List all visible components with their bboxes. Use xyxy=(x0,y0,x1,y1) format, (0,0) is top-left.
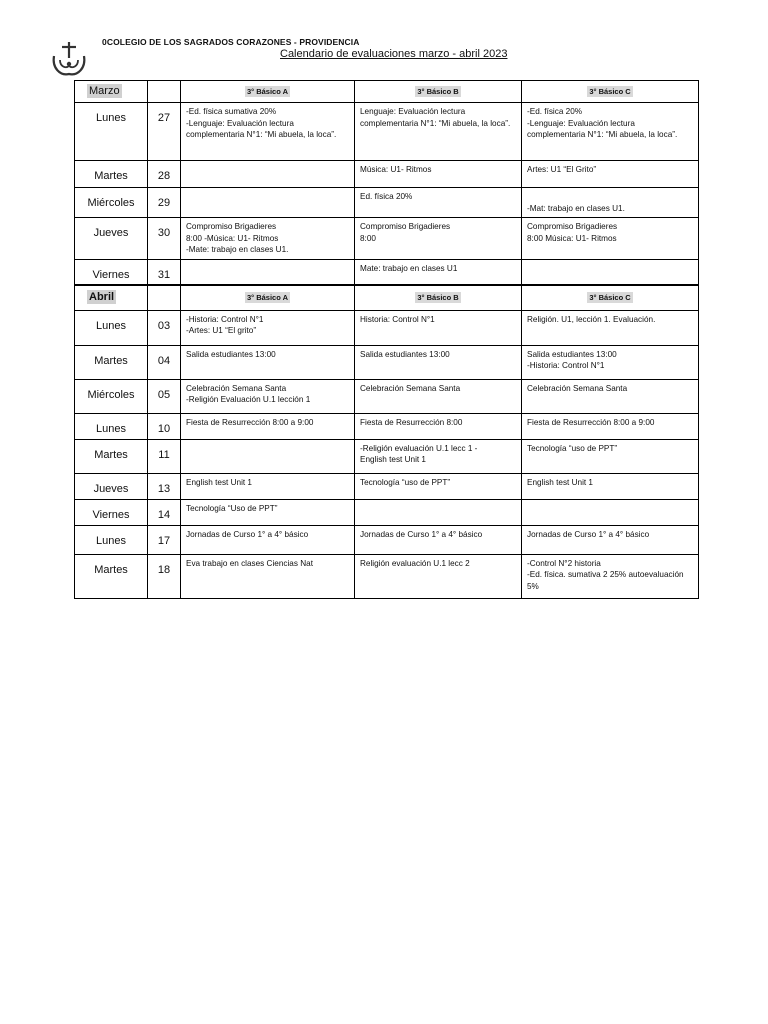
date-number-cell xyxy=(148,161,181,188)
course-c-cell xyxy=(522,525,699,554)
month-label-text: Abril xyxy=(89,291,115,303)
course-c-cell-text: Salida estudiantes 13:00 -Historia: Control N°1 xyxy=(527,349,617,370)
date-number-cell-text: 10 xyxy=(157,422,171,435)
table-row xyxy=(75,103,699,161)
table-row xyxy=(75,473,699,499)
course-b-cell xyxy=(355,413,522,439)
day-cell xyxy=(75,161,148,188)
course-c-cell xyxy=(522,259,699,285)
course-a-cell xyxy=(181,525,355,554)
date-number-cell xyxy=(148,525,181,554)
course-a-cell xyxy=(181,473,355,499)
day-cell-text: Martes xyxy=(94,170,128,182)
date-number-cell-text: 13 xyxy=(157,482,171,495)
course-b-cell xyxy=(355,525,522,554)
date-number-cell-text: 03 xyxy=(157,319,171,332)
blank-cell xyxy=(148,81,181,103)
day-cell xyxy=(75,525,148,554)
marzo-header-row xyxy=(75,81,699,103)
course-c-cell xyxy=(522,499,699,525)
course-c-cell xyxy=(522,473,699,499)
course-b-cell xyxy=(355,161,522,188)
date-number-cell xyxy=(148,413,181,439)
course-a-cell-text: -Historia: Control N°1 -Artes: U1 “El grito” xyxy=(186,314,264,335)
table-row xyxy=(75,499,699,525)
table-row xyxy=(75,345,699,379)
blank-cell xyxy=(148,285,181,310)
course-a-cell xyxy=(181,345,355,379)
course-b-cell-text: Tecnología “uso de PPT” xyxy=(360,477,451,487)
course-c-cell xyxy=(522,345,699,379)
abril-header-row xyxy=(75,285,699,310)
evaluation-calendar-table xyxy=(74,80,699,599)
course-b-cell xyxy=(355,218,522,260)
date-number-cell-text: 30 xyxy=(157,227,171,239)
day-cell-text: Lunes xyxy=(96,112,126,124)
course-c-cell-text: English test Unit 1 xyxy=(527,477,593,487)
day-cell xyxy=(75,554,148,598)
date-number-cell xyxy=(148,310,181,345)
course-a-cell xyxy=(181,310,355,345)
course-c-cell xyxy=(522,188,699,218)
course-a-cell-text: Compromiso Brigadieres 8:00 -Música: U1- Ritmos -Mate: trabajo en clases U1. xyxy=(186,222,289,254)
month-label xyxy=(75,285,148,310)
course-b-cell xyxy=(355,439,522,473)
course-a-cell xyxy=(181,188,355,218)
day-cell xyxy=(75,259,148,285)
day-cell-text: Miércoles xyxy=(87,388,135,401)
table-row xyxy=(75,218,699,260)
course-b-cell xyxy=(355,259,522,285)
course-b-cell-text: Música: U1- Ritmos xyxy=(360,165,432,174)
course-b-cell xyxy=(355,379,522,413)
table-row xyxy=(75,188,699,218)
day-cell-text: Jueves xyxy=(93,482,129,495)
day-cell-text: Miércoles xyxy=(87,197,135,209)
table-row xyxy=(75,259,699,285)
course-b-cell xyxy=(355,554,522,598)
course-c-cell xyxy=(522,310,699,345)
course-b-cell-text: Celebración Semana Santa xyxy=(360,383,461,393)
course-a-cell xyxy=(181,161,355,188)
date-number-cell xyxy=(148,554,181,598)
column-header-text: 3° Básico C xyxy=(589,86,631,96)
date-number-cell xyxy=(148,345,181,379)
course-a-cell xyxy=(181,379,355,413)
column-header xyxy=(181,285,355,310)
course-c-cell xyxy=(522,413,699,439)
course-b-cell-text: Historia: Control N°1 xyxy=(360,314,435,324)
column-header xyxy=(522,285,699,310)
course-c-cell-text: Tecnología “uso de PPT” xyxy=(527,443,618,453)
day-cell-text: Jueves xyxy=(93,227,129,239)
course-b-cell xyxy=(355,188,522,218)
course-b-cell-text: Salida estudiantes 13:00 xyxy=(360,349,450,359)
month-label-text: Marzo xyxy=(89,84,120,97)
day-cell xyxy=(75,473,148,499)
day-cell xyxy=(75,439,148,473)
course-c-cell xyxy=(522,161,699,188)
course-b-cell xyxy=(355,473,522,499)
date-number-cell-text: 31 xyxy=(157,268,171,281)
column-header-text: 3° Básico B xyxy=(417,293,459,302)
course-c-cell xyxy=(522,379,699,413)
date-number-cell-text: 28 xyxy=(157,170,171,182)
course-b-cell-text: Lenguaje: Evaluación lectura complementaria N°1: “Mi abuela, la loca”. xyxy=(360,107,511,128)
course-c-cell-text: Artes: U1 “El Grito” xyxy=(527,165,597,174)
date-number-cell-text: 18 xyxy=(157,563,171,576)
course-b-cell-text: -Religión evaluación U.1 lecc 1 - English test Unit 1 xyxy=(360,443,478,464)
course-c-cell xyxy=(522,218,699,260)
day-cell xyxy=(75,379,148,413)
course-c-cell xyxy=(522,554,699,598)
course-a-cell xyxy=(181,439,355,473)
table-row xyxy=(75,439,699,473)
course-b-cell xyxy=(355,499,522,525)
table-row xyxy=(75,413,699,439)
date-number-cell-text: 11 xyxy=(158,448,170,461)
column-header-text: 3° Básico A xyxy=(246,293,289,302)
date-number-cell xyxy=(148,499,181,525)
course-a-cell-text: Jornadas de Curso 1° a 4° básico xyxy=(186,529,309,539)
column-header-text: 3° Básico A xyxy=(246,86,289,96)
course-a-cell-text: Fiesta de Resurrección 8:00 a 9:00 xyxy=(186,417,314,427)
course-a-cell xyxy=(181,218,355,260)
sagrados-corazones-logo-icon xyxy=(50,40,88,78)
course-a-cell xyxy=(181,413,355,439)
date-number-cell xyxy=(148,379,181,413)
day-cell xyxy=(75,103,148,161)
course-b-cell-text: Ed. física 20% xyxy=(360,192,413,201)
course-c-cell-text: Religión. U1, lección 1. Evaluación. xyxy=(527,314,656,324)
course-c-cell-text: Jornadas de Curso 1° a 4° básico xyxy=(527,529,650,539)
day-cell-text: Lunes xyxy=(96,422,126,435)
day-cell xyxy=(75,345,148,379)
day-cell-text: Martes xyxy=(94,448,128,461)
date-number-cell xyxy=(148,473,181,499)
course-b-cell xyxy=(355,345,522,379)
course-b-cell-text: Fiesta de Resurrección 8:00 xyxy=(360,417,463,427)
course-a-cell-text: -Ed. física sumativa 20% -Lenguaje: Evaluación lectura complementaria N°1: “Mi abuela, la loca”. xyxy=(186,107,337,139)
day-cell-text: Lunes xyxy=(96,534,126,547)
course-a-cell xyxy=(181,499,355,525)
course-a-cell xyxy=(181,259,355,285)
table-row xyxy=(75,379,699,413)
table-row xyxy=(75,161,699,188)
course-c-cell-text: -Mat: trabajo en clases U1. xyxy=(527,203,625,213)
course-a-cell xyxy=(181,103,355,161)
day-cell-text: Martes xyxy=(94,354,128,367)
course-c-cell xyxy=(522,439,699,473)
day-cell-text: Martes xyxy=(94,563,128,576)
day-cell xyxy=(75,310,148,345)
day-cell-text: Lunes xyxy=(96,319,126,332)
column-header xyxy=(522,81,699,103)
date-number-cell-text: 05 xyxy=(157,388,171,401)
day-cell xyxy=(75,188,148,218)
course-b-cell-text: Mate: trabajo en clases U1 xyxy=(360,263,458,273)
course-a-cell-text: English test Unit 1 xyxy=(186,477,252,487)
date-number-cell xyxy=(148,188,181,218)
course-c-cell-text: Celebración Semana Santa xyxy=(527,383,628,393)
day-cell xyxy=(75,413,148,439)
table-row xyxy=(75,554,699,598)
school-name: 0COLEGIO DE LOS SAGRADOS CORAZONES - PROVIDENCIA xyxy=(102,37,360,47)
course-c-cell-text: -Control N°2 historia -Ed. física. sumativa 2 25% autoevaluación 5% xyxy=(527,558,684,591)
course-b-cell xyxy=(355,103,522,161)
day-cell-text: Viernes xyxy=(92,508,130,521)
day-cell xyxy=(75,218,148,260)
course-a-cell-text: Eva trabajo en clases Ciencias Nat xyxy=(186,558,313,568)
date-number-cell-text: 17 xyxy=(157,534,171,547)
document-title: Calendario de evaluaciones marzo - abril 2023 xyxy=(280,48,508,60)
day-cell xyxy=(75,499,148,525)
month-label xyxy=(75,81,148,103)
date-number-cell-text: 29 xyxy=(157,197,171,209)
column-header-text: 3° Básico C xyxy=(589,293,631,302)
course-b-cell-text: Religión evaluación U.1 lecc 2 xyxy=(360,558,470,568)
course-a-cell-text: Tecnología “Uso de PPT” xyxy=(186,503,278,513)
date-number-cell-text: 27 xyxy=(157,112,171,124)
course-a-cell xyxy=(181,554,355,598)
date-number-cell-text: 14 xyxy=(157,508,171,521)
course-b-cell-text: Compromiso Brigadieres 8:00 xyxy=(360,222,451,243)
course-b-cell-text: Jornadas de Curso 1° a 4° básico xyxy=(360,529,483,539)
date-number-cell xyxy=(148,439,181,473)
date-number-cell xyxy=(148,259,181,285)
course-c-cell-text: Compromiso Brigadieres 8:00 Música: U1- Ritmos xyxy=(527,222,618,243)
course-c-cell-text: -Ed. física 20% -Lenguaje: Evaluación lectura complementaria N°1: “Mi abuela, la loca”. xyxy=(527,107,678,139)
date-number-cell xyxy=(148,103,181,161)
column-header-text: 3° Básico B xyxy=(417,86,459,96)
course-b-cell xyxy=(355,310,522,345)
date-number-cell xyxy=(148,218,181,260)
course-a-cell-text: Salida estudiantes 13:00 xyxy=(186,349,276,359)
course-c-cell xyxy=(522,103,699,161)
table-row xyxy=(75,310,699,345)
column-header xyxy=(355,285,522,310)
day-cell-text: Viernes xyxy=(92,268,130,281)
course-a-cell-text: Celebración Semana Santa -Religión Evaluación U.1 lección 1 xyxy=(186,383,311,404)
table-row xyxy=(75,525,699,554)
column-header xyxy=(181,81,355,103)
course-c-cell-text: Fiesta de Resurrección 8:00 a 9:00 xyxy=(527,417,655,427)
date-number-cell-text: 04 xyxy=(157,354,171,367)
column-header xyxy=(355,81,522,103)
